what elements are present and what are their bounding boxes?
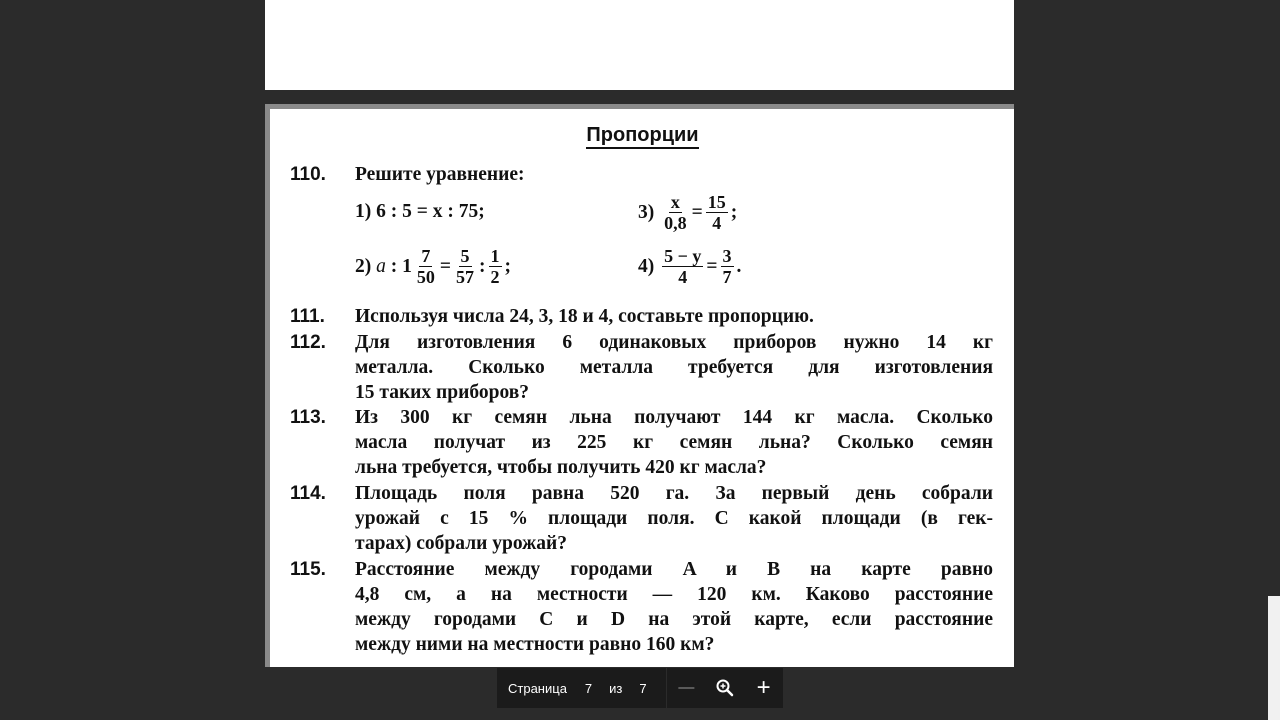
problem-number: 111. (290, 306, 325, 327)
problem-number: 110. (290, 164, 326, 185)
problem-text: между городами C и D на этой карте, если расстояние (355, 609, 993, 630)
problem-text: Для изготовления 6 одинаковых приборов нужно 14 кг (355, 332, 993, 353)
page-content (265, 104, 1014, 667)
plus-icon: + (756, 674, 771, 701)
problem-text: льна требуется, чтобы получить 420 кг масла? (355, 457, 767, 478)
problem-text: урожай с 15 % площади поля. С какой площади (в гек- (355, 508, 993, 529)
problem-number: 112. (290, 332, 326, 353)
viewer-toolbar (497, 668, 783, 708)
problem-text: масла получат из 225 кг семян льна? Сколько семян (355, 432, 993, 453)
zoom-out-button[interactable] (672, 674, 700, 702)
problem-text: Площадь поля равна 520 га. За первый день собрали (355, 483, 993, 504)
problem-text: Используя числа 24, 3, 18 и 4, составьте пропорцию. (355, 306, 814, 327)
vertical-scrollbar[interactable] (1268, 0, 1280, 720)
total-pages: 7 (639, 680, 647, 696)
problem-text: между ними на местности равно 160 км? (355, 634, 715, 655)
page-label: Страница (508, 680, 567, 696)
equation-4: 4) $\frac{5 - y}{4}$ = $\frac{3}{7}$ . (638, 246, 742, 287)
problem-number: 114. (290, 483, 326, 504)
current-page-input[interactable]: 7 (584, 680, 593, 696)
equation-3: 3) $\frac{x}{0,8}$ = $\frac{15}{4}$ ; (638, 192, 738, 233)
problem-text: металла. Сколько металла требуется для изготовления (355, 357, 993, 378)
minus-icon: — (678, 679, 695, 696)
of-label: из (609, 680, 623, 696)
problem-number: 115. (290, 559, 326, 580)
problem-text: Расстояние между городами A и B на карте равно (355, 559, 993, 580)
equation-1: 1) 6 : 5 = x : 75; (355, 201, 485, 222)
problem-text: Решите уравнение: (355, 164, 525, 185)
zoom-fit-button[interactable] (711, 674, 739, 702)
page-indicator (497, 668, 666, 708)
problem-text: Из 300 кг семян льна получают 144 кг масла. Сколько (355, 407, 993, 428)
problem-text: 15 таких приборов? (355, 382, 529, 403)
equation-2: 2) a : 1 $\frac{7}{50}$ = $\frac{5}{57}$ : $\frac{1}{2}$ ; (355, 246, 511, 287)
scrollbar-thumb[interactable] (1268, 596, 1280, 720)
problem-text: 4,8 см, а на местности — 120 км. Каково расстояние (355, 584, 993, 605)
zoom-in-button[interactable] (750, 674, 778, 702)
document-page (265, 104, 1014, 667)
zoom-controls (667, 668, 783, 708)
problem-number: 113. (290, 407, 326, 428)
zoom-magnifier-icon (715, 678, 735, 698)
page-title: Пропорции (265, 124, 1014, 147)
previous-page (265, 0, 1014, 90)
problem-text: тарах) собрали урожай? (355, 533, 567, 554)
